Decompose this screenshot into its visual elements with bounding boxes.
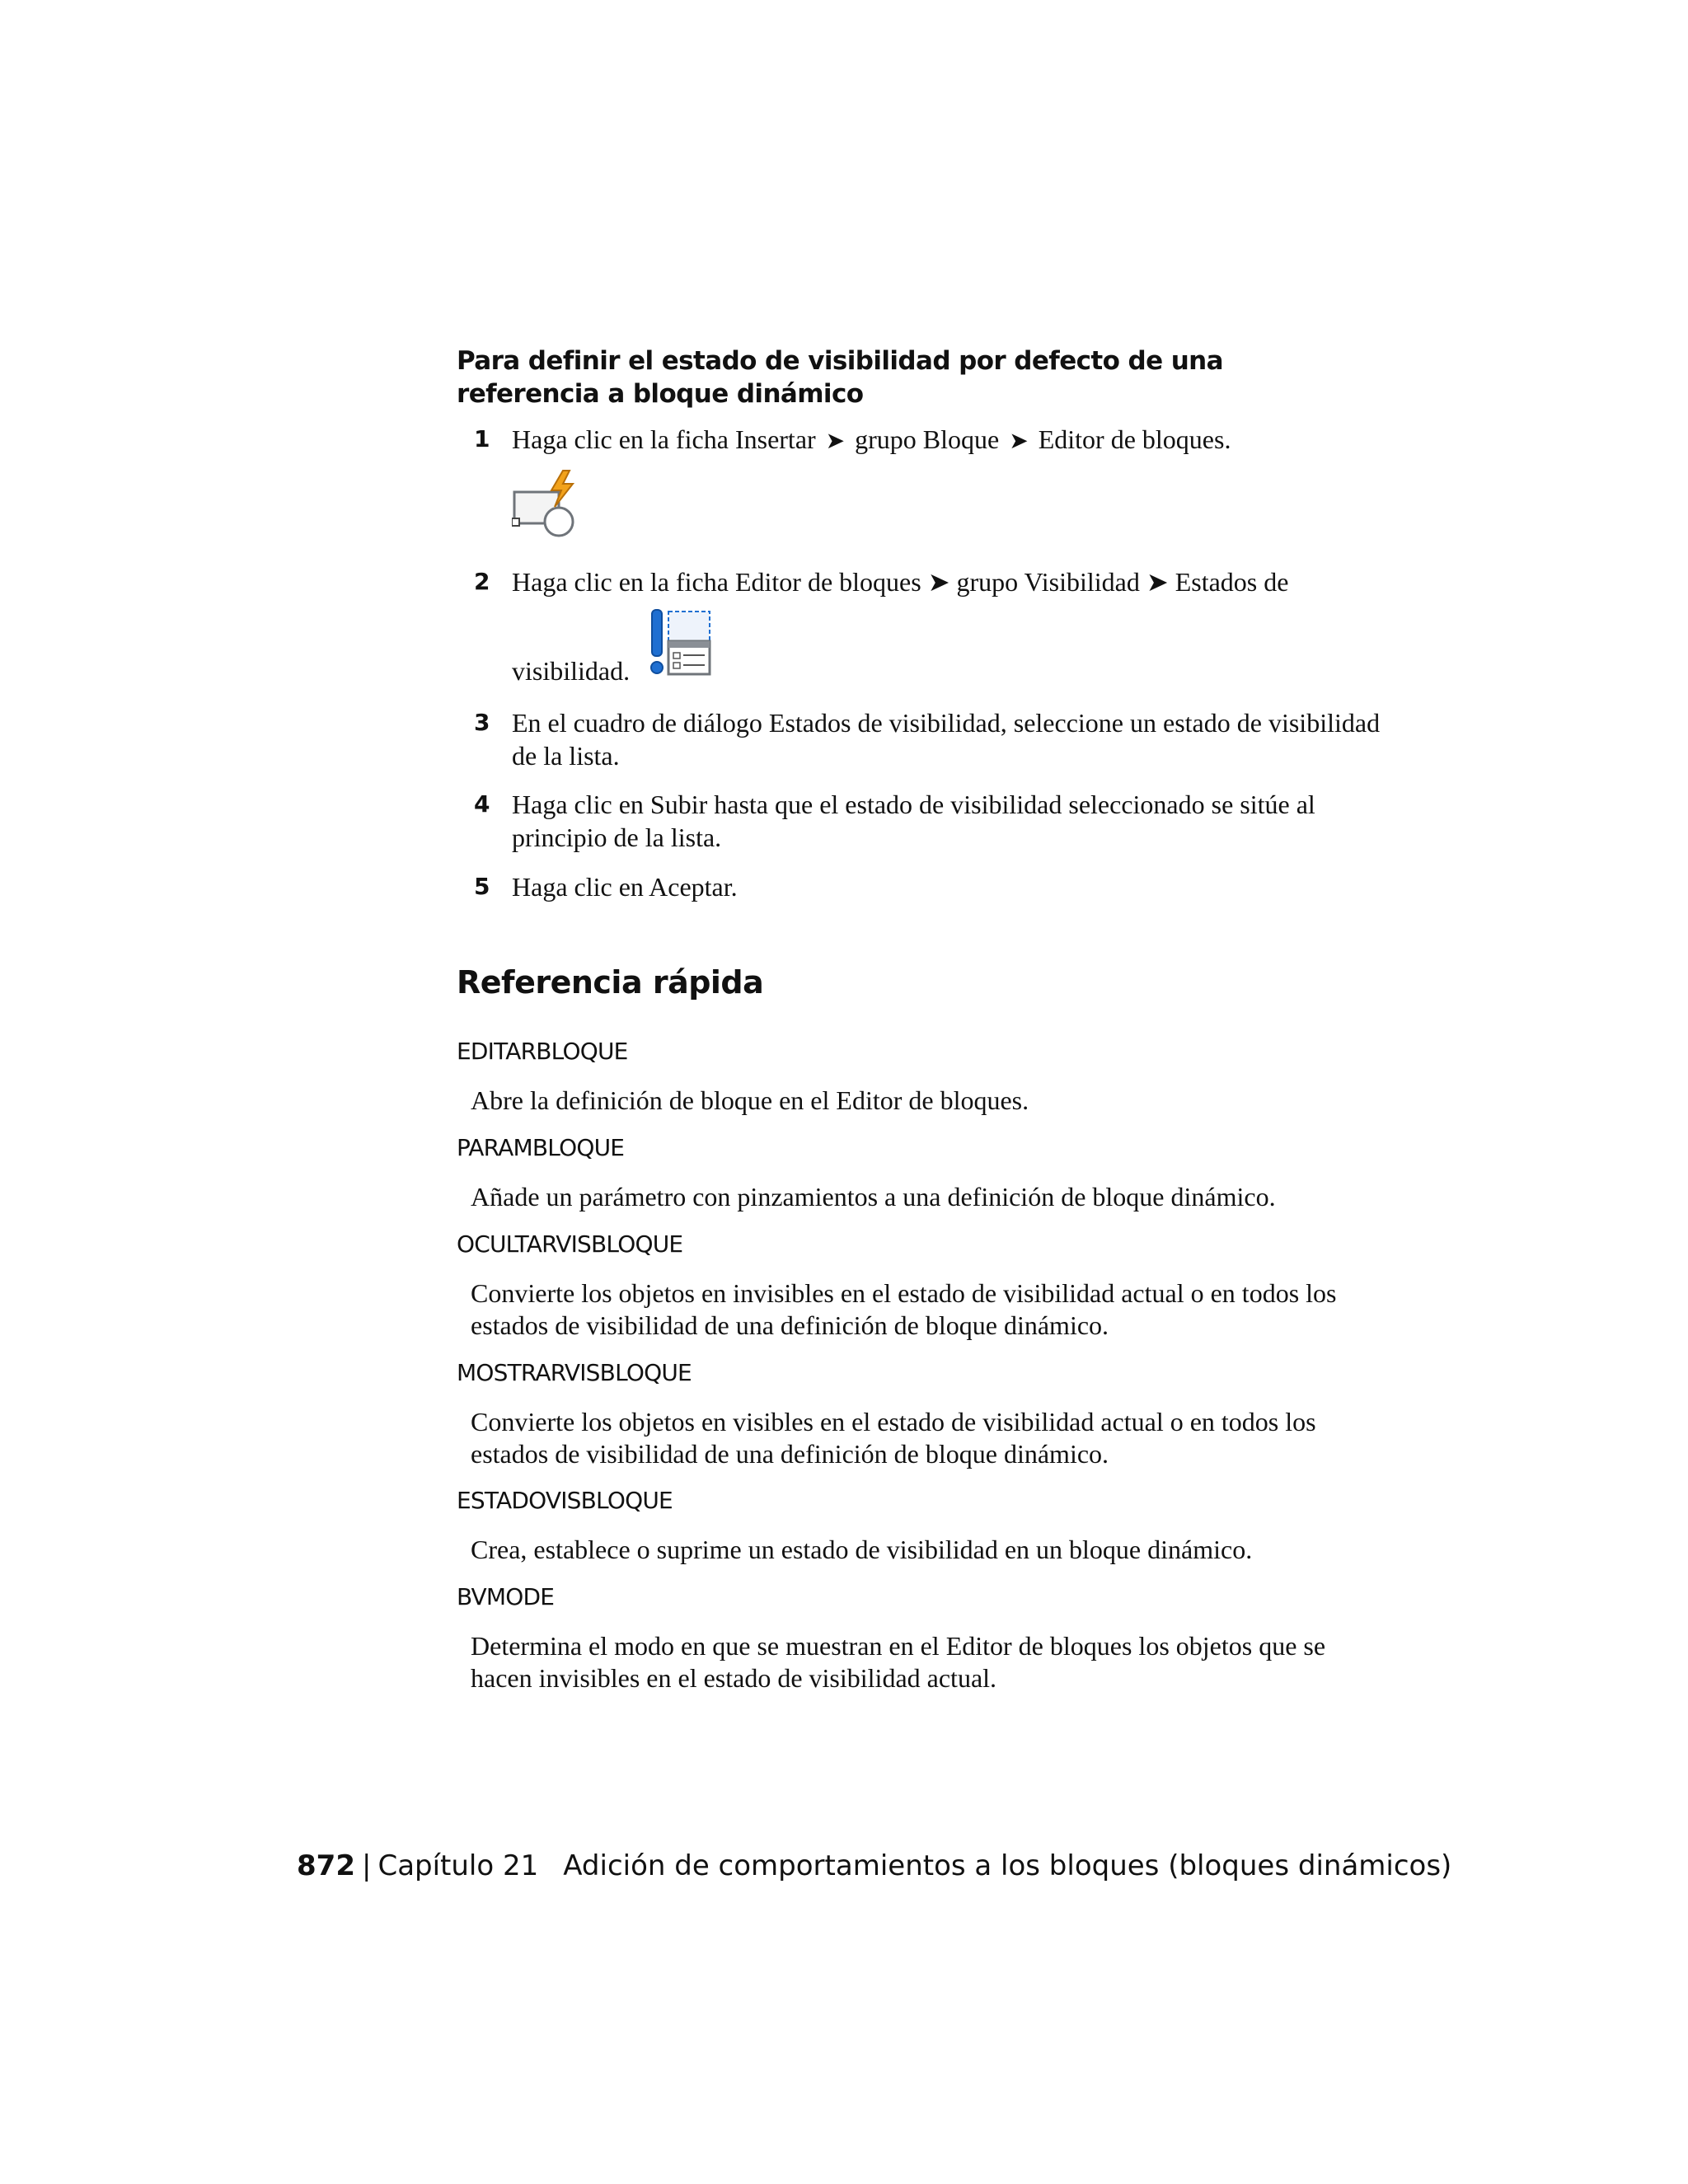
- step-part: Editor de bloques.: [1038, 424, 1231, 454]
- step-number: 2: [474, 568, 490, 595]
- chapter-label: Capítulo 21: [377, 1849, 539, 1882]
- step-text-continued: visibilidad.: [512, 656, 631, 686]
- step-3: [474, 706, 1381, 772]
- command-name: EDITARBLOQUE: [457, 1038, 628, 1065]
- step-number: 1: [474, 425, 490, 452]
- command-description: Crea, establece o suprime un estado de visibilidad en un bloque dinámico.: [471, 1535, 1253, 1564]
- step-5: [474, 870, 1381, 903]
- command-description: Convierte los objetos en visibles en el estado de visibilidad actual o en todos los estados de visibilidad de una definición de bloque dinámico.: [471, 1407, 1316, 1469]
- footer-separator: |: [361, 1849, 372, 1882]
- command-description: Abre la definición de bloque en el Editor de bloques.: [471, 1085, 1029, 1115]
- menu-arrow-icon: ➤: [1009, 427, 1029, 454]
- section-heading: Referencia rápida: [457, 964, 764, 1001]
- visibility-states-icon: [649, 608, 715, 683]
- step-4: [474, 788, 1381, 854]
- command-name: MOSTRARVISBLOQUE: [457, 1359, 692, 1386]
- step-number: 4: [474, 790, 490, 818]
- command-name: ESTADOVISBLOQUE: [457, 1487, 673, 1514]
- step-text: En el cuadro de diálogo Estados de visibilidad, seleccione un estado de visibilidad de la lista.: [512, 708, 1381, 771]
- command-description: Determina el modo en que se muestran en el Editor de bloques los objetos que se hacen invisibles en el estado de visibilidad actual.: [471, 1631, 1326, 1693]
- command-description: Añade un parámetro con pinzamientos a una definición de bloque dinámico.: [471, 1182, 1276, 1212]
- step-number: 3: [474, 709, 490, 736]
- step-text: Haga clic en Subir hasta que el estado de visibilidad seleccionado se sitúe al principio de la lista.: [512, 790, 1315, 852]
- step-1: [474, 423, 1381, 538]
- page-number: 872: [297, 1849, 355, 1882]
- block-editor-icon: [512, 467, 586, 542]
- menu-arrow-icon: ➤: [825, 427, 846, 454]
- page-footer: [297, 1848, 1451, 1884]
- command-description: Convierte los objetos en invisibles en el estado de visibilidad actual o en todos los estados de visibilidad de una definición de bloque dinámico.: [471, 1278, 1337, 1340]
- step-text: [512, 423, 1386, 457]
- command-name: BVMODE: [457, 1583, 555, 1610]
- step-part: Haga clic en la ficha Insertar: [512, 424, 816, 454]
- step-text: Haga clic en la ficha Editor de bloques ➤ grupo Visibilidad ➤ Estados de: [512, 567, 1289, 597]
- command-name: PARAMBLOQUE: [457, 1134, 625, 1161]
- command-name: OCULTARVISBLOQUE: [457, 1230, 683, 1258]
- procedure-title: Para definir el estado de visibilidad por defecto de una referencia a bloque dinámico: [457, 346, 1223, 409]
- step-2: [474, 565, 1381, 686]
- step-text: Haga clic en Aceptar.: [512, 872, 738, 902]
- step-part: grupo Bloque: [855, 424, 1000, 454]
- chapter-title: Adición de comportamientos a los bloques (bloques dinámicos): [563, 1849, 1452, 1882]
- step-number: 5: [474, 873, 490, 900]
